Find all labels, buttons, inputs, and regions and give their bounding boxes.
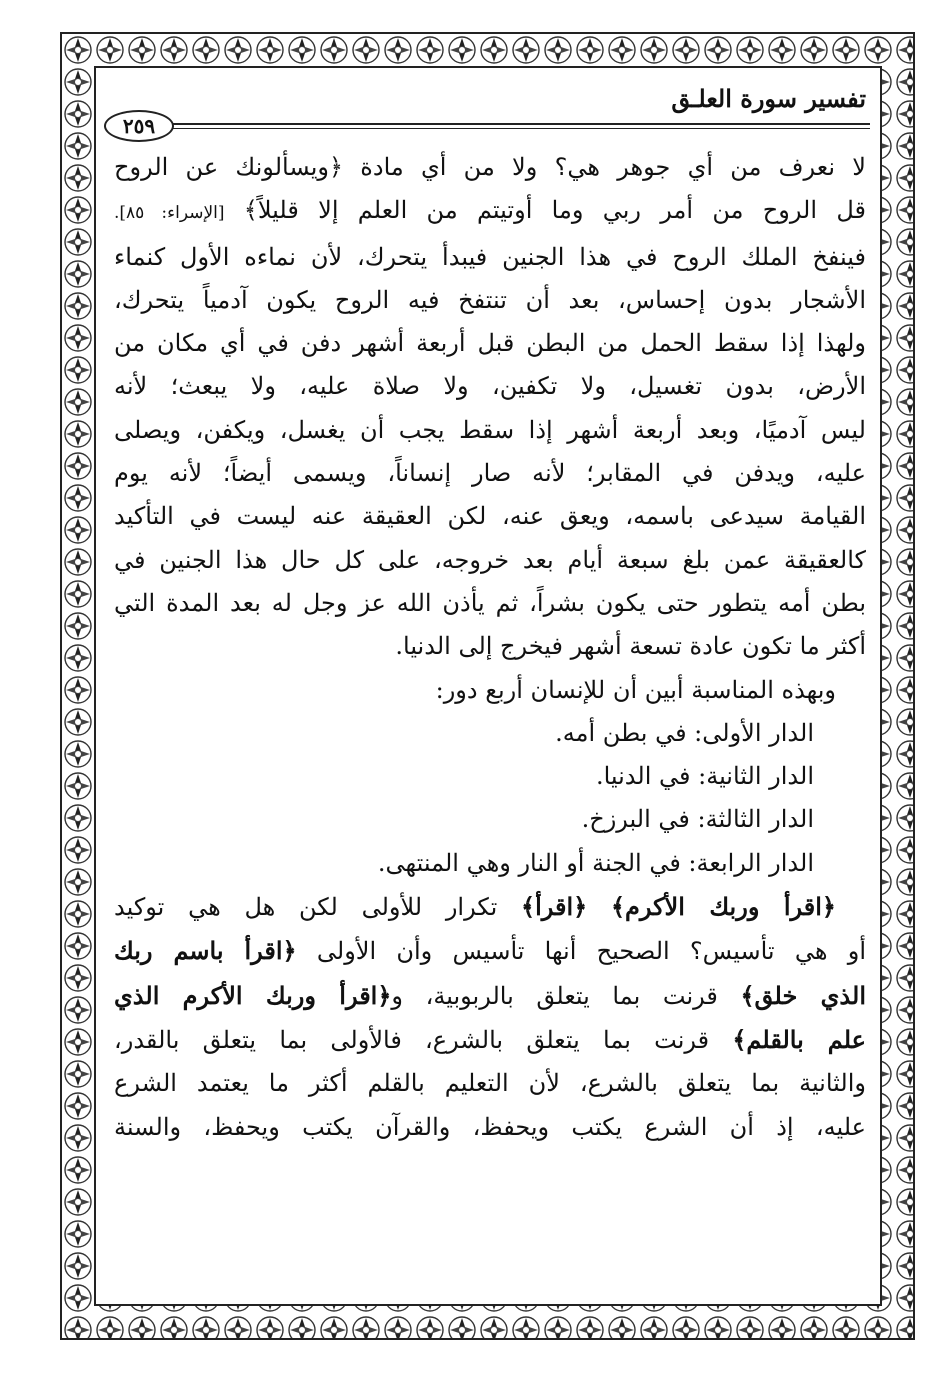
list-item: الدار الرابعة: في الجنة أو النار وهي المنتهى. [377,848,814,877]
text-line [114,929,866,973]
quran-quote: علم بالقلم﴾ [732,1024,866,1054]
text-line: القيامة سيدعى باسمه، ويعق عنه، لكن العقيقة عنه ليست في التأكيد [114,502,866,531]
header-rule-thin [168,128,870,129]
text-line: ولهذا إذا سقط الحمل من البطن قبل أربعة أشهر دفن في أي مكان من [114,329,866,358]
text-line [114,189,866,235]
quran-quote: ﴿اقرأ وربك الأكرم﴾ [610,892,836,922]
text-line: ليس آدميًا، وبعد أربعة أشهر إذا سقط يجب أن يغسل، ويكفن، ويصلى [114,415,866,444]
text-line: عليه، ويدفن في المقابر؛ لأنه صار إنساناً، ويسمى أيضاً؛ لأنه يوم [114,459,866,488]
quran-quote: ﴿اقرأ﴾ [521,892,588,922]
quran-quote: الذي خلق﴾ [740,980,866,1010]
page-body [114,146,866,1149]
text-line: والثانية بما يتعلق بالشرع، لأن التعليم بالقلم أكثر ما يعتمد الشرع [114,1069,866,1098]
list-item: الدار الثالثة: في البرزخ. [581,805,814,834]
text-line: كالعقيقة عمن بلغ سبعة أيام بعد خروجه، على كل حال هذا الجنين في [114,545,866,574]
text-line [114,974,866,1018]
text-line [114,1018,866,1062]
running-title: تفسير سورة العلـق [671,84,866,113]
page-header [100,80,876,140]
text-line: وبهذه المناسبة أبين أن للإنسان أربع دور: [435,675,836,704]
list-item: الدار الثانية: في الدنيا. [595,762,814,791]
text-line [114,885,866,929]
header-rule [168,123,870,125]
text-segment: قل الروح من أمر ربي وما أوتيتم من العلم إلا قليلاً﴾ [243,196,866,225]
text-segment: قرنت بما يتعلق بالربوبية، و [391,981,718,1010]
text-line: فينفخ الملك الروح في هذا الجنين فيبدأ يتحرك، لأن نماءه الأول كنماء [114,242,866,271]
citation: [الإسراء: ٨٥]. [114,203,225,224]
text-line: الأشجار بدون إحساس، بعد أن تنتفخ فيه الروح يكون آدمياً يتحرك، [114,285,866,314]
text-line: أكثر ما تكون عادة تسعة أشهر فيخرج إلى الدنيا. [395,632,866,661]
page-number: ٢٥٩ [104,110,174,142]
text-line: الأرض، بدون تغسيل، ولا تكفين، ولا صلاة عليه، ولا يبعث؛ لأنه [114,372,866,401]
text-segment: تكرار للأولى لكن هل هي توكيد [114,893,498,922]
text-line: بطن أمه يتطور حتى يكون بشراً، ثم يأذن الله عز وجل له بعد المدة التي [114,588,866,617]
quran-quote: ﴿اقرأ باسم ربك [114,936,297,966]
list-item: الدار الأولى: في بطن أمه. [555,718,814,747]
text-line: عليه، إذ أن الشرع يكتب ويحفظ، والقرآن يكتب ويحفظ، والسنة [114,1112,866,1141]
text-segment: أو هي تأسيس؟ الصحيح أنها تأسيس وأن الأولى [316,937,866,966]
text-segment: قرنت بما يتعلق بالشرع، فالأولى بما يتعلق بالقدر، [114,1025,710,1054]
text-line: لا نعرف من أي جوهر هي؟ ولا من أي مادة ﴿ويسألونك عن الروح [114,153,866,181]
quran-quote: ﴿اقرأ وربك الأكرم الذي [114,980,392,1010]
